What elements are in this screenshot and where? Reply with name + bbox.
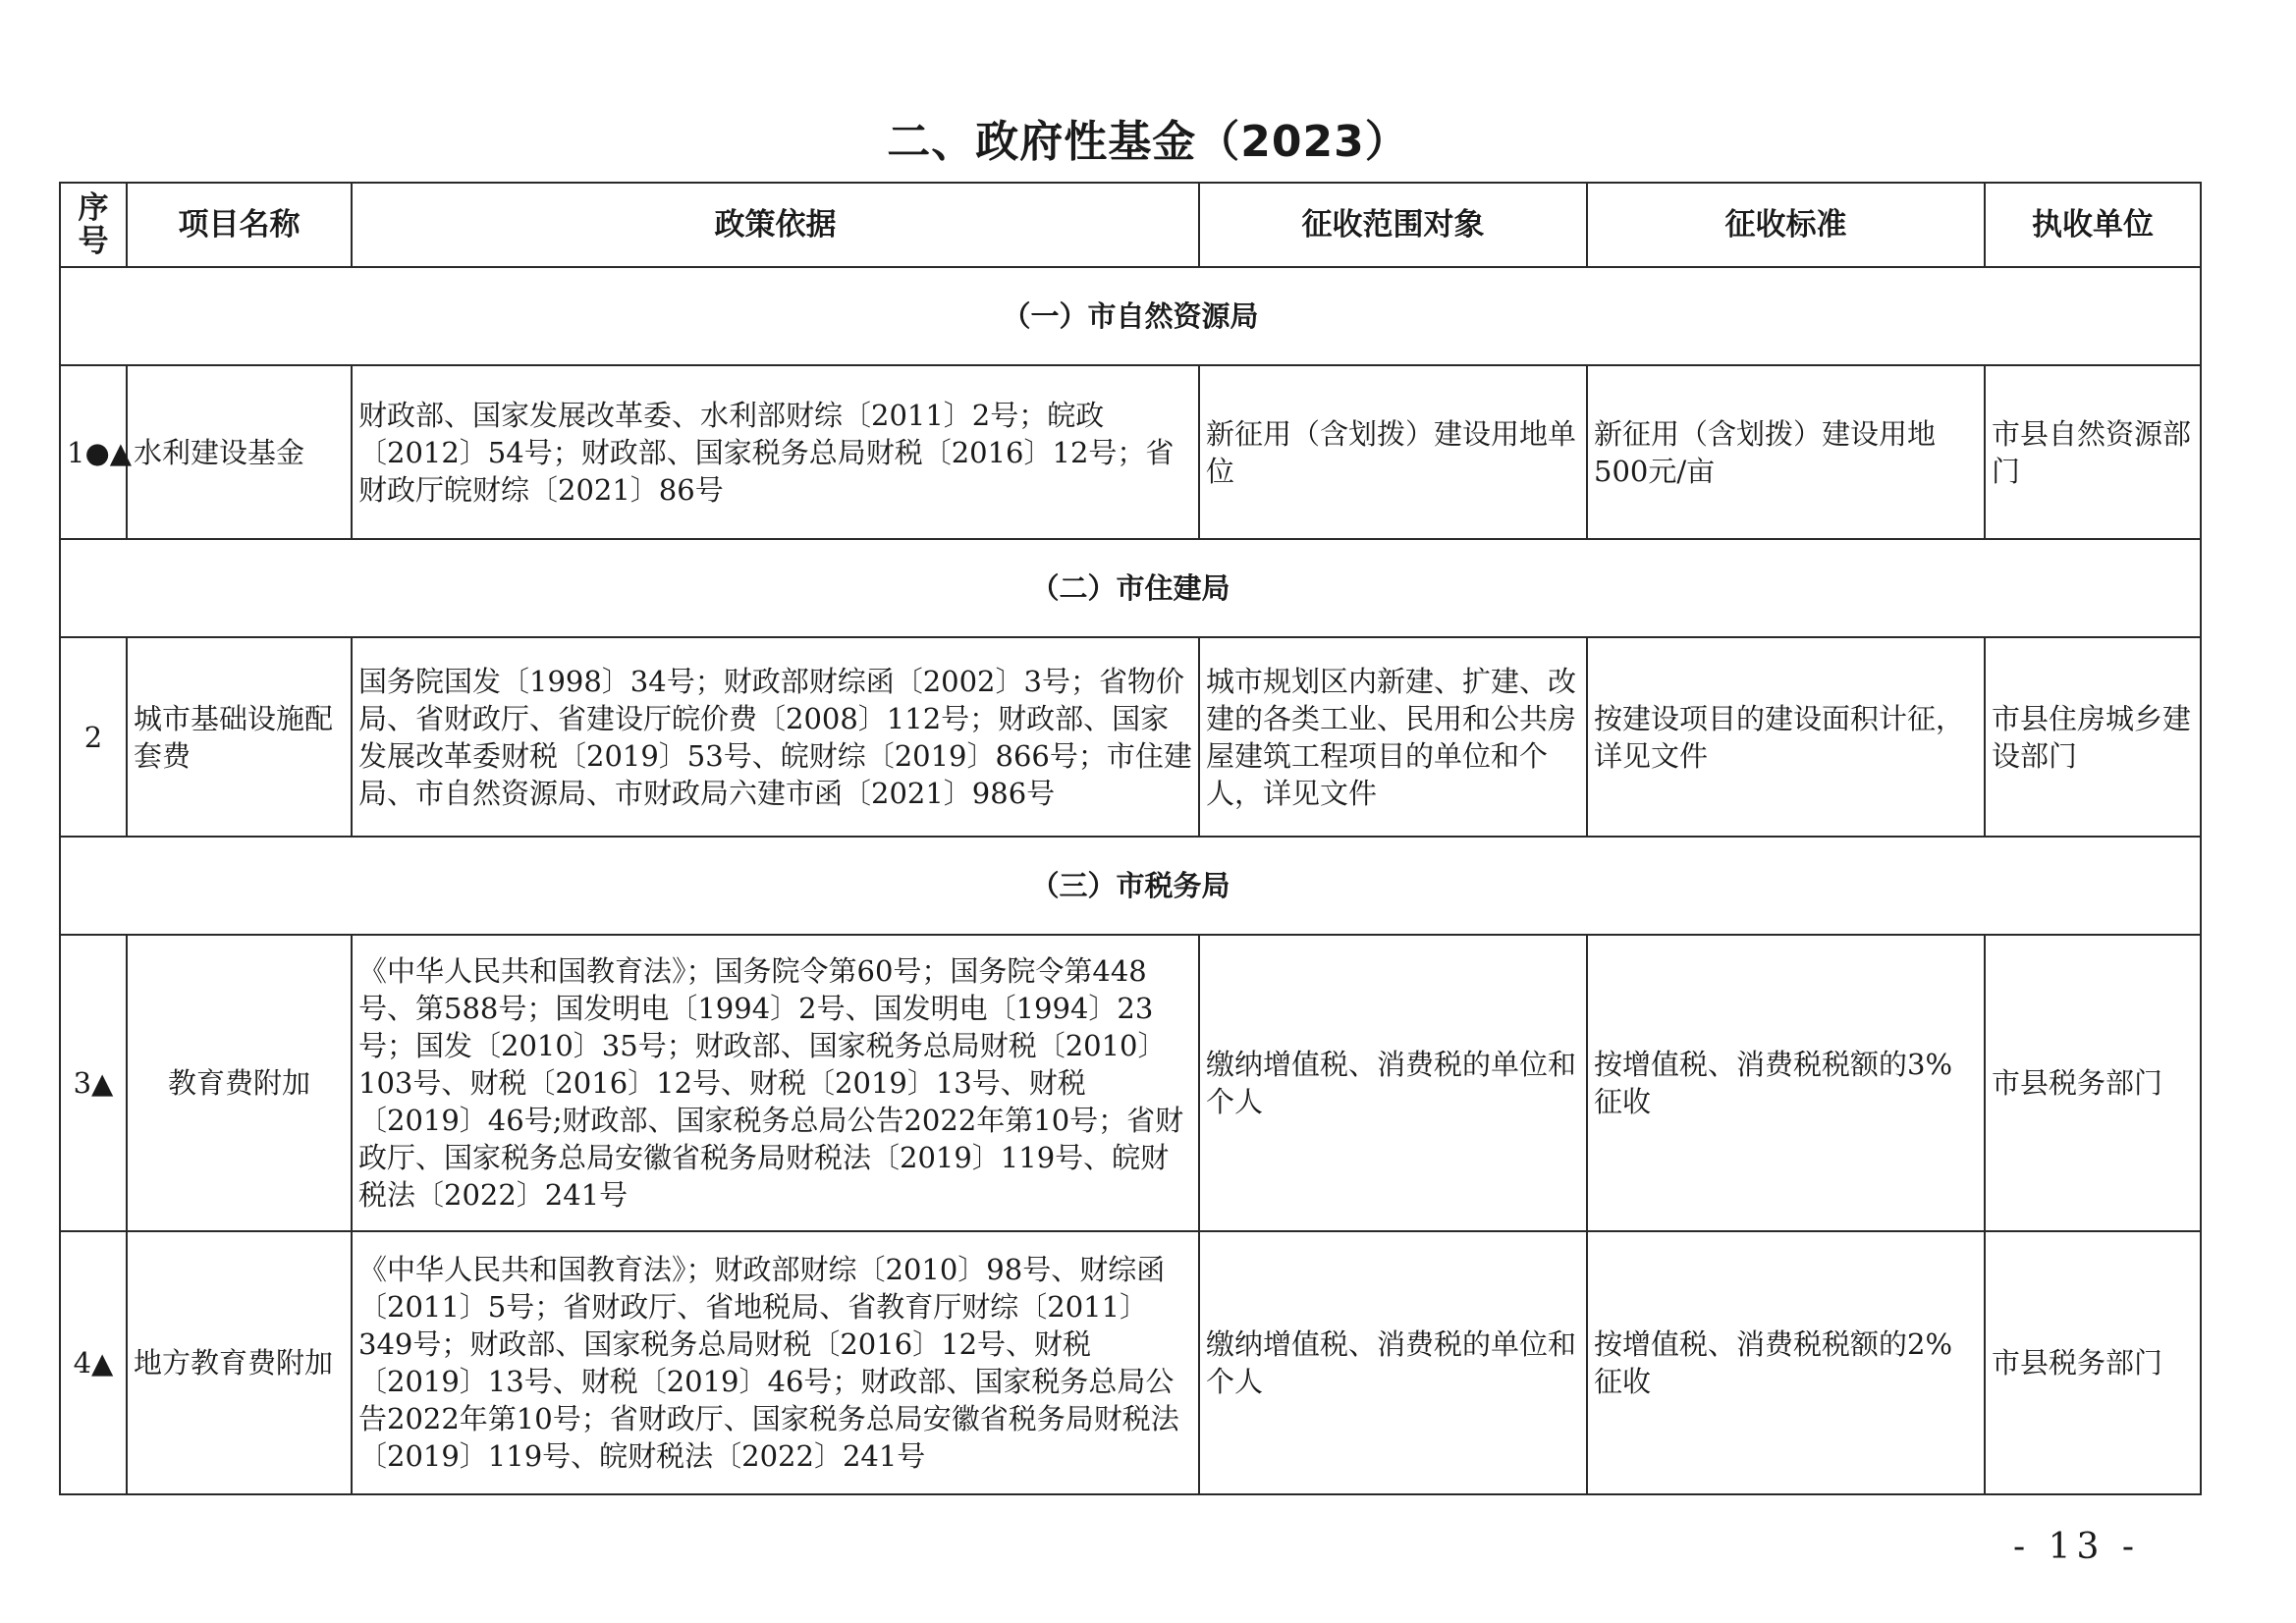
row-seq: 3▲: [60, 935, 127, 1231]
row-policy: 财政部、国家发展改革委、水利部财综〔2011〕2号；皖政〔2012〕54号；财政部、国家税务总局财税〔2016〕12号；省财政厅皖财综〔2021〕86号: [352, 365, 1199, 539]
row-policy: 《中华人民共和国教育法》；财政部财综〔2010〕98号、财综函〔2011〕5号；省财政厅、省地税局、省教育厅财综〔2011〕349号；财政部、国家税务总局财税〔2016〕12号、财税〔2019〕13号、财税〔2019〕46号；财政部、国家税务总局公告2022年第10号；省财政厅、国家税务总局安徽省税务局财税法〔2019〕119号、皖财税法〔2022〕241号: [352, 1231, 1199, 1494]
row-scope: 新征用（含划拨）建设用地单位: [1199, 365, 1587, 539]
table-row: [60, 935, 2201, 1231]
row-unit: 市县住房城乡建设部门: [1985, 637, 2201, 837]
section-title: （三）市税务局: [60, 837, 2201, 935]
row-policy: 国务院国发〔1998〕34号；财政部财综函〔2002〕3号；省物价局、省财政厅、省建设厅皖价费〔2008〕112号；财政部、国家发展改革委财税〔2019〕53号、皖财综〔2019〕866号；市住建局、市自然资源局、市财政局六建市函〔2021〕986号: [352, 637, 1199, 837]
header-unit: 执收单位: [1985, 183, 2201, 267]
header-seq: 序号: [60, 183, 127, 267]
row-seq: 4▲: [60, 1231, 127, 1494]
fund-table: [59, 182, 2202, 1495]
row-scope: 缴纳增值税、消费税的单位和个人: [1199, 1231, 1587, 1494]
section-title: （一）市自然资源局: [60, 267, 2201, 365]
row-scope: 城市规划区内新建、扩建、改建的各类工业、民用和公共房屋建筑工程项目的单位和个人，详见文件: [1199, 637, 1587, 837]
section-title: （二）市住建局: [60, 539, 2201, 637]
page-number: - 13 -: [2013, 1527, 2141, 1567]
row-seq: 2: [60, 637, 127, 837]
table-row: [60, 1231, 2201, 1494]
row-standard: 按建设项目的建设面积计征，详见文件: [1587, 637, 1985, 837]
row-name: 地方教育费附加: [127, 1231, 352, 1494]
row-name: 城市基础设施配套费: [127, 637, 352, 837]
row-scope: 缴纳增值税、消费税的单位和个人: [1199, 935, 1587, 1231]
row-name: 教育费附加: [127, 935, 352, 1231]
row-seq: 1●▲: [60, 365, 127, 539]
row-standard: 按增值税、消费税税额的2%征收: [1587, 1231, 1985, 1494]
header-scope: 征收范围对象: [1199, 183, 1587, 267]
row-unit: 市县税务部门: [1985, 935, 2201, 1231]
row-standard: 按增值税、消费税税额的3%征收: [1587, 935, 1985, 1231]
header-standard: 征收标准: [1587, 183, 1985, 267]
section-row: [60, 837, 2201, 935]
row-standard: 新征用（含划拨）建设用地500元/亩: [1587, 365, 1985, 539]
table-row: [60, 637, 2201, 837]
row-name: 水利建设基金: [127, 365, 352, 539]
table-header-row: [60, 183, 2201, 267]
row-unit: 市县税务部门: [1985, 1231, 2201, 1494]
section-row: [60, 539, 2201, 637]
header-name: 项目名称: [127, 183, 352, 267]
page-title: 二、政府性基金（2023）: [887, 117, 1409, 167]
row-unit: 市县自然资源部门: [1985, 365, 2201, 539]
row-policy: 《中华人民共和国教育法》；国务院令第60号；国务院令第448号、第588号；国发明电〔1994〕2号、国发明电〔1994〕23号；国发〔2010〕35号；财政部、国家税务总局财税〔2010〕103号、财税〔2016〕12号、财税〔2019〕13号、财税〔2019〕46号;财政部、国家税务总局公告2022年第10号；省财政厅、国家税务总局安徽省税务局财税法〔2019〕119号、皖财税法〔2022〕241号: [352, 935, 1199, 1231]
table-row: [60, 365, 2201, 539]
header-policy: 政策依据: [352, 183, 1199, 267]
section-row: [60, 267, 2201, 365]
